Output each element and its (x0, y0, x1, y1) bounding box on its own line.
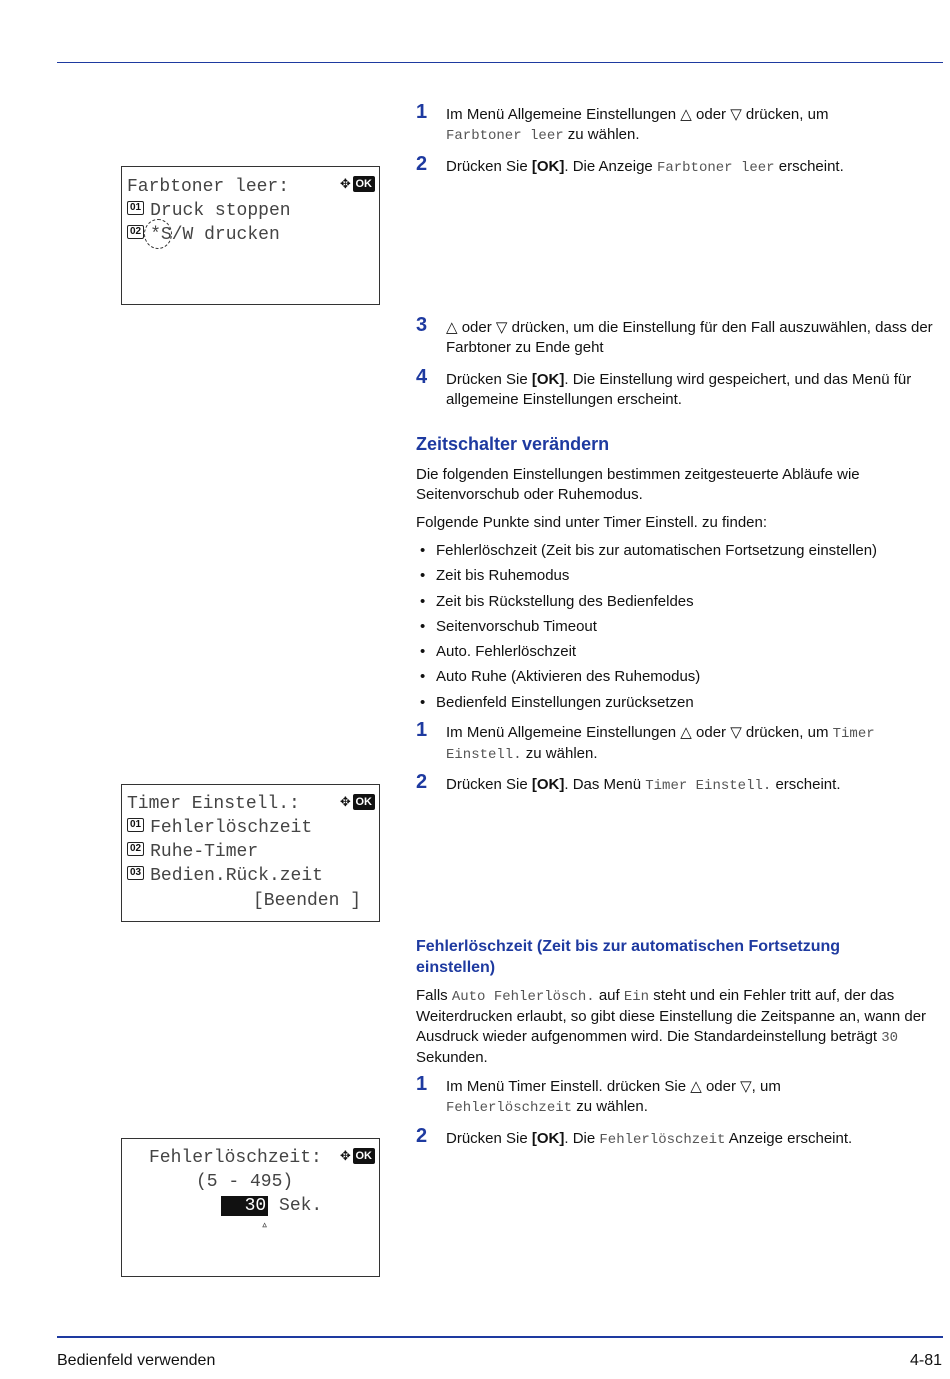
step-text: Anzeige erscheint. (725, 1130, 853, 1147)
section-heading: Zeitschalter verändern (416, 434, 610, 454)
menu-term: Ein (623, 989, 650, 1005)
step-number: 1 (416, 719, 428, 741)
list-intro: Folgende Punkte sind unter Timer Einstell. zu finden: (416, 514, 768, 531)
step-text: zu wählen. (521, 745, 598, 762)
lcd-nav (340, 1145, 375, 1166)
step-text: . Die (564, 1130, 600, 1147)
step-text: Drücken Sie (446, 371, 532, 388)
menu-term: Timer (832, 726, 875, 742)
step-4 (416, 366, 941, 410)
row-number-icon: 03 (127, 866, 144, 880)
list-item: • Fehlerlöschzeit (Zeit bis zur automatischen Fortsetzung einstellen) (416, 541, 877, 566)
step-1 (416, 101, 941, 146)
lcd-value-row (221, 1195, 322, 1217)
lcd-row-text: Fehlerlöschzeit (150, 818, 313, 838)
row-number-icon: 01 (127, 201, 144, 215)
step-text: △ oder ▽ drücken, um die Einstellung für den Fall auszuwählen, dass der Farbtoner zu Ende geht (446, 319, 933, 356)
row-number-icon: 02 (127, 842, 144, 856)
ok-icon: OK (353, 176, 376, 192)
timer-settings-list (416, 541, 877, 718)
lcd-row (127, 200, 291, 222)
lcd-row-text: Ruhe-Timer (150, 842, 259, 862)
step-text: zu wählen. (572, 1098, 648, 1115)
ok-key-label: [OK] (531, 158, 565, 175)
step-number: 4 (416, 366, 428, 388)
lcd-title: Farbtoner leer: (127, 177, 290, 197)
menu-term: Farbtoner leer (656, 160, 775, 176)
step-text: Im Menü Allgemeine Einstellungen △ oder ▽ drücken, um (446, 106, 829, 123)
footer-section-title: Bedienfeld verwenden (57, 1352, 216, 1369)
menu-term: Fehlerlöschzeit (599, 1132, 726, 1148)
list-item: • Auto Ruhe (Aktivieren des Ruhemodus) (416, 667, 877, 692)
para-text: auf (594, 987, 624, 1004)
step-text: erscheint. (774, 158, 844, 175)
lcd-farbtoner-leer (121, 166, 380, 305)
cursor-icon: ▵ (261, 1218, 269, 1232)
list-item: • Zeit bis Rückstellung des Bedienfeldes (416, 592, 877, 617)
ok-icon: OK (353, 1148, 376, 1164)
step-1 (416, 719, 941, 765)
step-text: . Das Menü (564, 776, 646, 793)
step-2 (416, 1125, 941, 1150)
step-2 (416, 153, 941, 178)
row-number-icon: 01 (127, 818, 144, 832)
step-3 (416, 314, 941, 358)
step-1 (416, 1073, 941, 1118)
lcd-row-text: *S/W drucken (150, 225, 280, 245)
value-text: 30 (244, 1196, 267, 1216)
navigation-cross-icon: ✥ (340, 175, 351, 194)
lcd-timer-einstell (121, 784, 380, 922)
lcd-row-text: Druck stoppen (150, 201, 291, 221)
step-number: 2 (416, 771, 428, 793)
lcd-nav (340, 173, 375, 194)
step-number: 2 (416, 1125, 428, 1147)
lcd-range: (5 - 495) (196, 1172, 294, 1192)
navigation-cross-icon: ✥ (340, 1147, 351, 1166)
footer-rule (57, 1336, 943, 1338)
lcd-title: Timer Einstell.: (127, 794, 300, 814)
step-number: 1 (416, 1073, 428, 1095)
ok-key-label: [OK] (531, 371, 565, 388)
lcd-footer: [Beenden ] (253, 891, 362, 911)
para-text: Sekunden. (416, 1049, 488, 1066)
menu-term: Fehlerlöschzeit (446, 1100, 573, 1116)
list-item: • Seitenvorschub Timeout (416, 617, 877, 642)
menu-term: Auto Fehlerlösch. (451, 989, 595, 1005)
para-text: steht und ein Fehler tritt auf, der das Weiterdrucken erlaubt, so gibt diese Einstellung die Zeitspanne an, wann der Ausdruck wieder aufgenommen wird. Die Standardeinstellung beträgt (416, 987, 927, 1045)
ok-key-label: [OK] (531, 776, 565, 793)
lcd-fehlerloeschzeit (121, 1138, 380, 1277)
lcd-row (127, 841, 258, 863)
step-number: 3 (416, 314, 428, 336)
header-rule (57, 62, 943, 63)
subsection-paragraph (416, 986, 941, 1068)
menu-term: Einstell. (446, 747, 522, 763)
ok-key-label: [OK] (531, 1130, 565, 1147)
step-number: 2 (416, 153, 428, 175)
unit-label: Sek. (279, 1196, 323, 1216)
menu-term: 30 (881, 1030, 899, 1046)
list-item: • Bedienfeld Einstellungen zurücksetzen (416, 693, 877, 718)
step-text: zu wählen. (563, 126, 640, 143)
step-number: 1 (416, 101, 428, 123)
step-2 (416, 771, 941, 796)
para-text: Falls (416, 987, 452, 1004)
subsection-heading: Fehlerlöschzeit (Zeit bis zur automatischen Fortsetzung einstellen) (416, 938, 841, 976)
value-field (221, 1196, 268, 1216)
page-number: 4-81 (909, 1352, 942, 1369)
lcd-title: Fehlerlöschzeit: (149, 1148, 322, 1168)
step-text: . Die Anzeige (564, 158, 657, 175)
step-text: Drücken Sie (446, 776, 532, 793)
navigation-cross-icon: ✥ (340, 793, 351, 812)
list-item: • Zeit bis Ruhemodus (416, 566, 877, 591)
step-text: Drücken Sie (446, 1130, 532, 1147)
menu-term: Farbtoner leer (446, 128, 564, 144)
ok-icon: OK (353, 794, 376, 810)
section-intro: Die folgenden Einstellungen bestimmen zeitgesteuerte Abläufe wie Seitenvorschub oder Ruhemodus. (416, 466, 860, 503)
step-text: Im Menü Timer Einstell. drücken Sie △ oder ▽, um (446, 1078, 781, 1095)
lcd-row (127, 865, 323, 887)
step-text: Im Menü Allgemeine Einstellungen △ oder ▽ drücken, um (446, 724, 833, 741)
step-text: . Die Einstellung wird gespeichert, und das Menü für allgemeine Einstellungen erscheint. (446, 371, 912, 408)
row-number-icon: 02 (127, 225, 144, 239)
highlight-circle-icon (144, 219, 172, 249)
lcd-nav (340, 791, 375, 812)
lcd-row (127, 817, 312, 839)
lcd-row-text: Bedien.Rück.zeit (150, 866, 323, 886)
list-item: • Auto. Fehlerlöschzeit (416, 642, 877, 667)
menu-term: Timer Einstell. (645, 778, 772, 794)
step-text: erscheint. (771, 776, 841, 793)
step-text: Drücken Sie (446, 158, 532, 175)
